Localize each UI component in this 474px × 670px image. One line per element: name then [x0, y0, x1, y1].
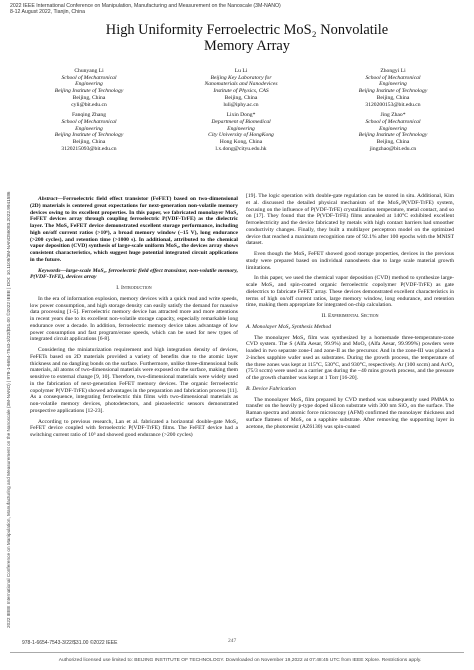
- author-dept: School of Mechatronical: [365, 74, 421, 81]
- author-institution: Beijing Institute of Technology: [358, 132, 428, 139]
- author-name: Lu Li: [234, 68, 248, 74]
- abstract-body: —Ferroelectric field effect transistor (FeFET) based on two-dimensional (2D) materials is centered great expectations for next-generation non-volatile memory devices owing to its excellent properties. In this paper, we fabricated monolayer MoS₂ FeFET devices array through coupling ferroelectric P(VDF-TrFE) as the dielectric layer. The MoS₂ FeFET device demonstrated excellent storage performance, including high on/off current ratios (>10⁶), a broad memory window (~15 V), long endurance (>200 cycles), and retention time (>1000 s). In additional, attributed to the chemical vapor deposition (CVD) synthesis of large-scale uniform MoS₂, the devices array shows consistent characteristics, which suggest huge potential integrated circuit applications in the future.: [30, 196, 238, 263]
- author-email[interactable]: cyli@bit.edu.cn: [71, 101, 107, 108]
- author-email[interactable]: luli@iphy.ac.cn: [223, 101, 259, 108]
- section-heading-introduction: I. Introduction: [116, 285, 152, 291]
- author-row-1: [24, 68, 458, 108]
- author-institution: Institute of Physics, CAS: [213, 88, 269, 95]
- author-email[interactable]: 3120215093@bit.edu.cn: [61, 145, 117, 152]
- keywords-paragraph: [30, 268, 238, 282]
- author-city: Beijing, China: [376, 139, 410, 146]
- author-name: Fanqing Zhang: [71, 112, 107, 119]
- paper-title: [30, 22, 464, 54]
- author-card: [24, 112, 154, 152]
- author-institution: Beijing Institute of Technology: [54, 88, 124, 95]
- body-paragraph: The monolayer MoS₂ film prepared by CVD method was subsequently used PMMA to transfer on the heavily p-type doped silicon substrate with 300 nm SiO₂ on the surface. The Raman spectra and atomic force microscopy (AFM) confirmed the monolayer thickness and surface flatness of MoS₂ on a sapphire substrate. After removing the supporting layer in acetone, the photoresist (AZ6130) was spin-coated: [246, 396, 454, 430]
- section-heading-experimental: II. Experimental Section: [321, 313, 379, 319]
- author-block: [24, 68, 458, 156]
- conference-line-2: 8-12 August 2022, Tianjin, China: [10, 9, 85, 16]
- author-dept: Department of Biomedical: [211, 118, 271, 125]
- subsection-heading-synthesis: A. Monolayer MoS₂ Synthesis Method: [246, 323, 332, 330]
- body-paragraph: [19]. The logic operation with double-gate regulation can be stored in situ. Additional, Kim et al. discussed the detailed physical mechanism of the MoS₂/P(VDF-TrFE) system, focusing on the influence of P(VDF-TrFE) crystallization temperature, metal contact, and so on [17]. They found that the P(VDF-TrFE) films annealed at 140°C exhibited excellent ferroelectricity and the device fabricated by metals with high contact barriers had smoother conductivity changes. Finally, they built a multilayer perceptron model on the optimized device that reached a maximum recognition rate of 92.1% after 100 epochs with the MNIST dataset.: [246, 193, 454, 247]
- author-institution: Beijing Institute of Technology: [54, 132, 124, 139]
- body-paragraph: The monolayer MoS₂ film was synthesized by a homemade three-temperature-zone CVD system. The S (Alfa Aesar, 99.9%) and MoO₃ (Alfa Aesar, 99.999%) powders were loaded in two separate zone-I and zone-II as the precursor. And in the zone-III was placed a 2-inches sapphire wafer used as substrates. During the growth process, the temperature of the three zones was kept at 115°C, 530°C, and 930°C, respectively. Ar (100 sccm) and Ar/O₂ (75/3 sccm) were used as a carrier gas during the ~40 mins growth process, and the pressure of the growth chamber was kept at 1 Torr [16-20].: [246, 334, 454, 381]
- author-dept2: Engineering: [379, 125, 407, 132]
- author-city: Hong Kong, China: [219, 139, 263, 146]
- author-card: [24, 68, 154, 108]
- page-number: 247: [228, 638, 237, 644]
- author-city: Beijing, China: [224, 94, 258, 101]
- author-name: Lixin Dong*: [226, 112, 256, 119]
- author-email[interactable]: l.x.dong@cityu.edu.hk: [215, 145, 267, 152]
- author-city: Beijing, China: [72, 139, 106, 146]
- author-card: [328, 68, 458, 108]
- abstract-lead: Abstract: [38, 196, 58, 202]
- author-dept: School of Mechatronical: [61, 74, 117, 81]
- body-paragraph: In the era of information explosion, memory devices with a quick read and write speeds, low power consumption, and high storage density can easily satisfy the demand for massive data processing [1-5]. Ferroelectric memory device has attracted more and more attentions in recent years due to its excellent non-volatile storage capacity, especially remarkable long endurance over a decade. In addition, ferroelectric memory device takes advantage of low power consumption and fast program/erase speeds, which can be used for new types of integrated circuit applications [6-8].: [30, 295, 238, 343]
- title-line-1: High Uniformity Ferroelectric MoS₂ Nonvolatile: [105, 22, 389, 38]
- body-paragraph: Even though the MoS₂ FeFET showed good storage properties, devices in the previous study were prepared based on individual nanosheets due to large scale material growth limitations.: [246, 251, 454, 271]
- author-dept2: Nanomaterials and Nanodevices: [204, 81, 278, 88]
- body-paragraph: In this paper, we used the chemical vapor deposition (CVD) method to synthesize large-scale MoS₂ and spin-coated organic ferroelectric copolymer P(VDF-TrFE) as gate dielectrics to fabricate FeFET array. These devices demonstrated excellent characteristics in terms of high on/off current ratios, large memory window, long endurance, and retention time, making them appropriate for integrated on-chip calculation.: [246, 275, 454, 309]
- author-institution: Beijing Institute of Technology: [358, 88, 428, 95]
- author-dept2: Engineering: [227, 125, 255, 132]
- author-email[interactable]: 3120200153@bit.edu.cn: [365, 101, 421, 108]
- author-dept: School of Mechatronical: [365, 118, 421, 125]
- subsection-heading-fabrication: B. Device Fabrication: [246, 385, 296, 392]
- side-doi-text: 2022 IEEE International Conference on Manipulation, Manufacturing and Measurement on the Nanoscale (3M-NANO) | 978-1-6654-7543-3/22/$31.00 ©2022 IEEE | DOI: 10.1109/3M-NANO56083.2022.9941586: [6, 191, 11, 628]
- license-footer: Authorized licensed use limited to: BEIJING INSTITUTE OF TECHNOLOGY. Downloaded on November 19,2022 at 07:48:45 UTC from IEEE Xplore. Restrictions apply.: [58, 658, 422, 663]
- author-dept: Beijing Key Laboratory for: [210, 74, 272, 81]
- author-name: Zhongyi Li: [380, 68, 406, 74]
- abstract-paragraph: [30, 196, 238, 264]
- author-dept2: Engineering: [75, 81, 103, 88]
- conference-header: [10, 3, 281, 15]
- author-name: Jing Zhao*: [380, 112, 406, 119]
- author-dept2: Engineering: [75, 125, 103, 132]
- title-line-2: Memory Array: [204, 38, 290, 54]
- conference-line-1: 2022 IEEE International Conference on Manipulation, Manufacturing and Measurement on the Nanoscale (3M-NANO): [10, 3, 281, 9]
- footer-divider: [10, 652, 464, 653]
- left-column: [30, 196, 238, 443]
- author-city: Beijing, China: [376, 94, 410, 101]
- body-paragraph: According to previous research, Lan et al. fabricated a horizontal double-gate MoS₂ FeFET device coupled with ferroelectric P(VDF-TrFE) films. The FeFET device had a switching current ratio of 10⁵ and showed good endurance (>200 cycles): [30, 418, 238, 438]
- right-column: [246, 193, 454, 434]
- isbn-footer: 978-1-6654-7543-3/22/$31.00 ©2022 IEEE: [22, 640, 118, 646]
- author-card: [176, 68, 306, 108]
- author-institution: City University of HongKong: [208, 132, 274, 139]
- author-row-2: [24, 112, 458, 152]
- keywords-lead: Keywords: [38, 267, 61, 274]
- author-email[interactable]: jingzhao@bit.edu.cn: [369, 145, 417, 152]
- author-card: [328, 112, 458, 152]
- author-card: [176, 112, 306, 152]
- author-dept: School of Mechatronical: [61, 118, 117, 125]
- author-city: Beijing, China: [72, 94, 106, 101]
- body-paragraph: Considering the miniaturization requirement and high integration density of devices, FeFETs based on 2D materials provided a variety of benefits due to the atomic layer thickness and no dangling bonds on the surface. Furthermore, unlike three-dimensional bulk materials, all atoms of two-dimensional materials were exposed on the surface, making them sensitive to external change [9, 10]. Therefore, two-dimensional materials were widely used in the fabrication of next-generation FeFET memory devices. The organic ferroelectric copolymer P(VDF-TrFE) showed advantages in the preparation and fabrication process [11]. As a consequence, integrating ferroelectric thin films with two-dimensional materials as non-volatile memory devices, photodetectors, and piezoelectric sensors demonstrated prospective applications [12-23].: [30, 347, 238, 414]
- author-dept2: Engineering: [379, 81, 407, 88]
- author-name: Chunyang Li: [74, 68, 104, 74]
- keywords-body: —large-scale MoS₂, ferroelectric field effect transistor, non-volatile memory, P(VDF-TrFE), devices array: [30, 267, 238, 281]
